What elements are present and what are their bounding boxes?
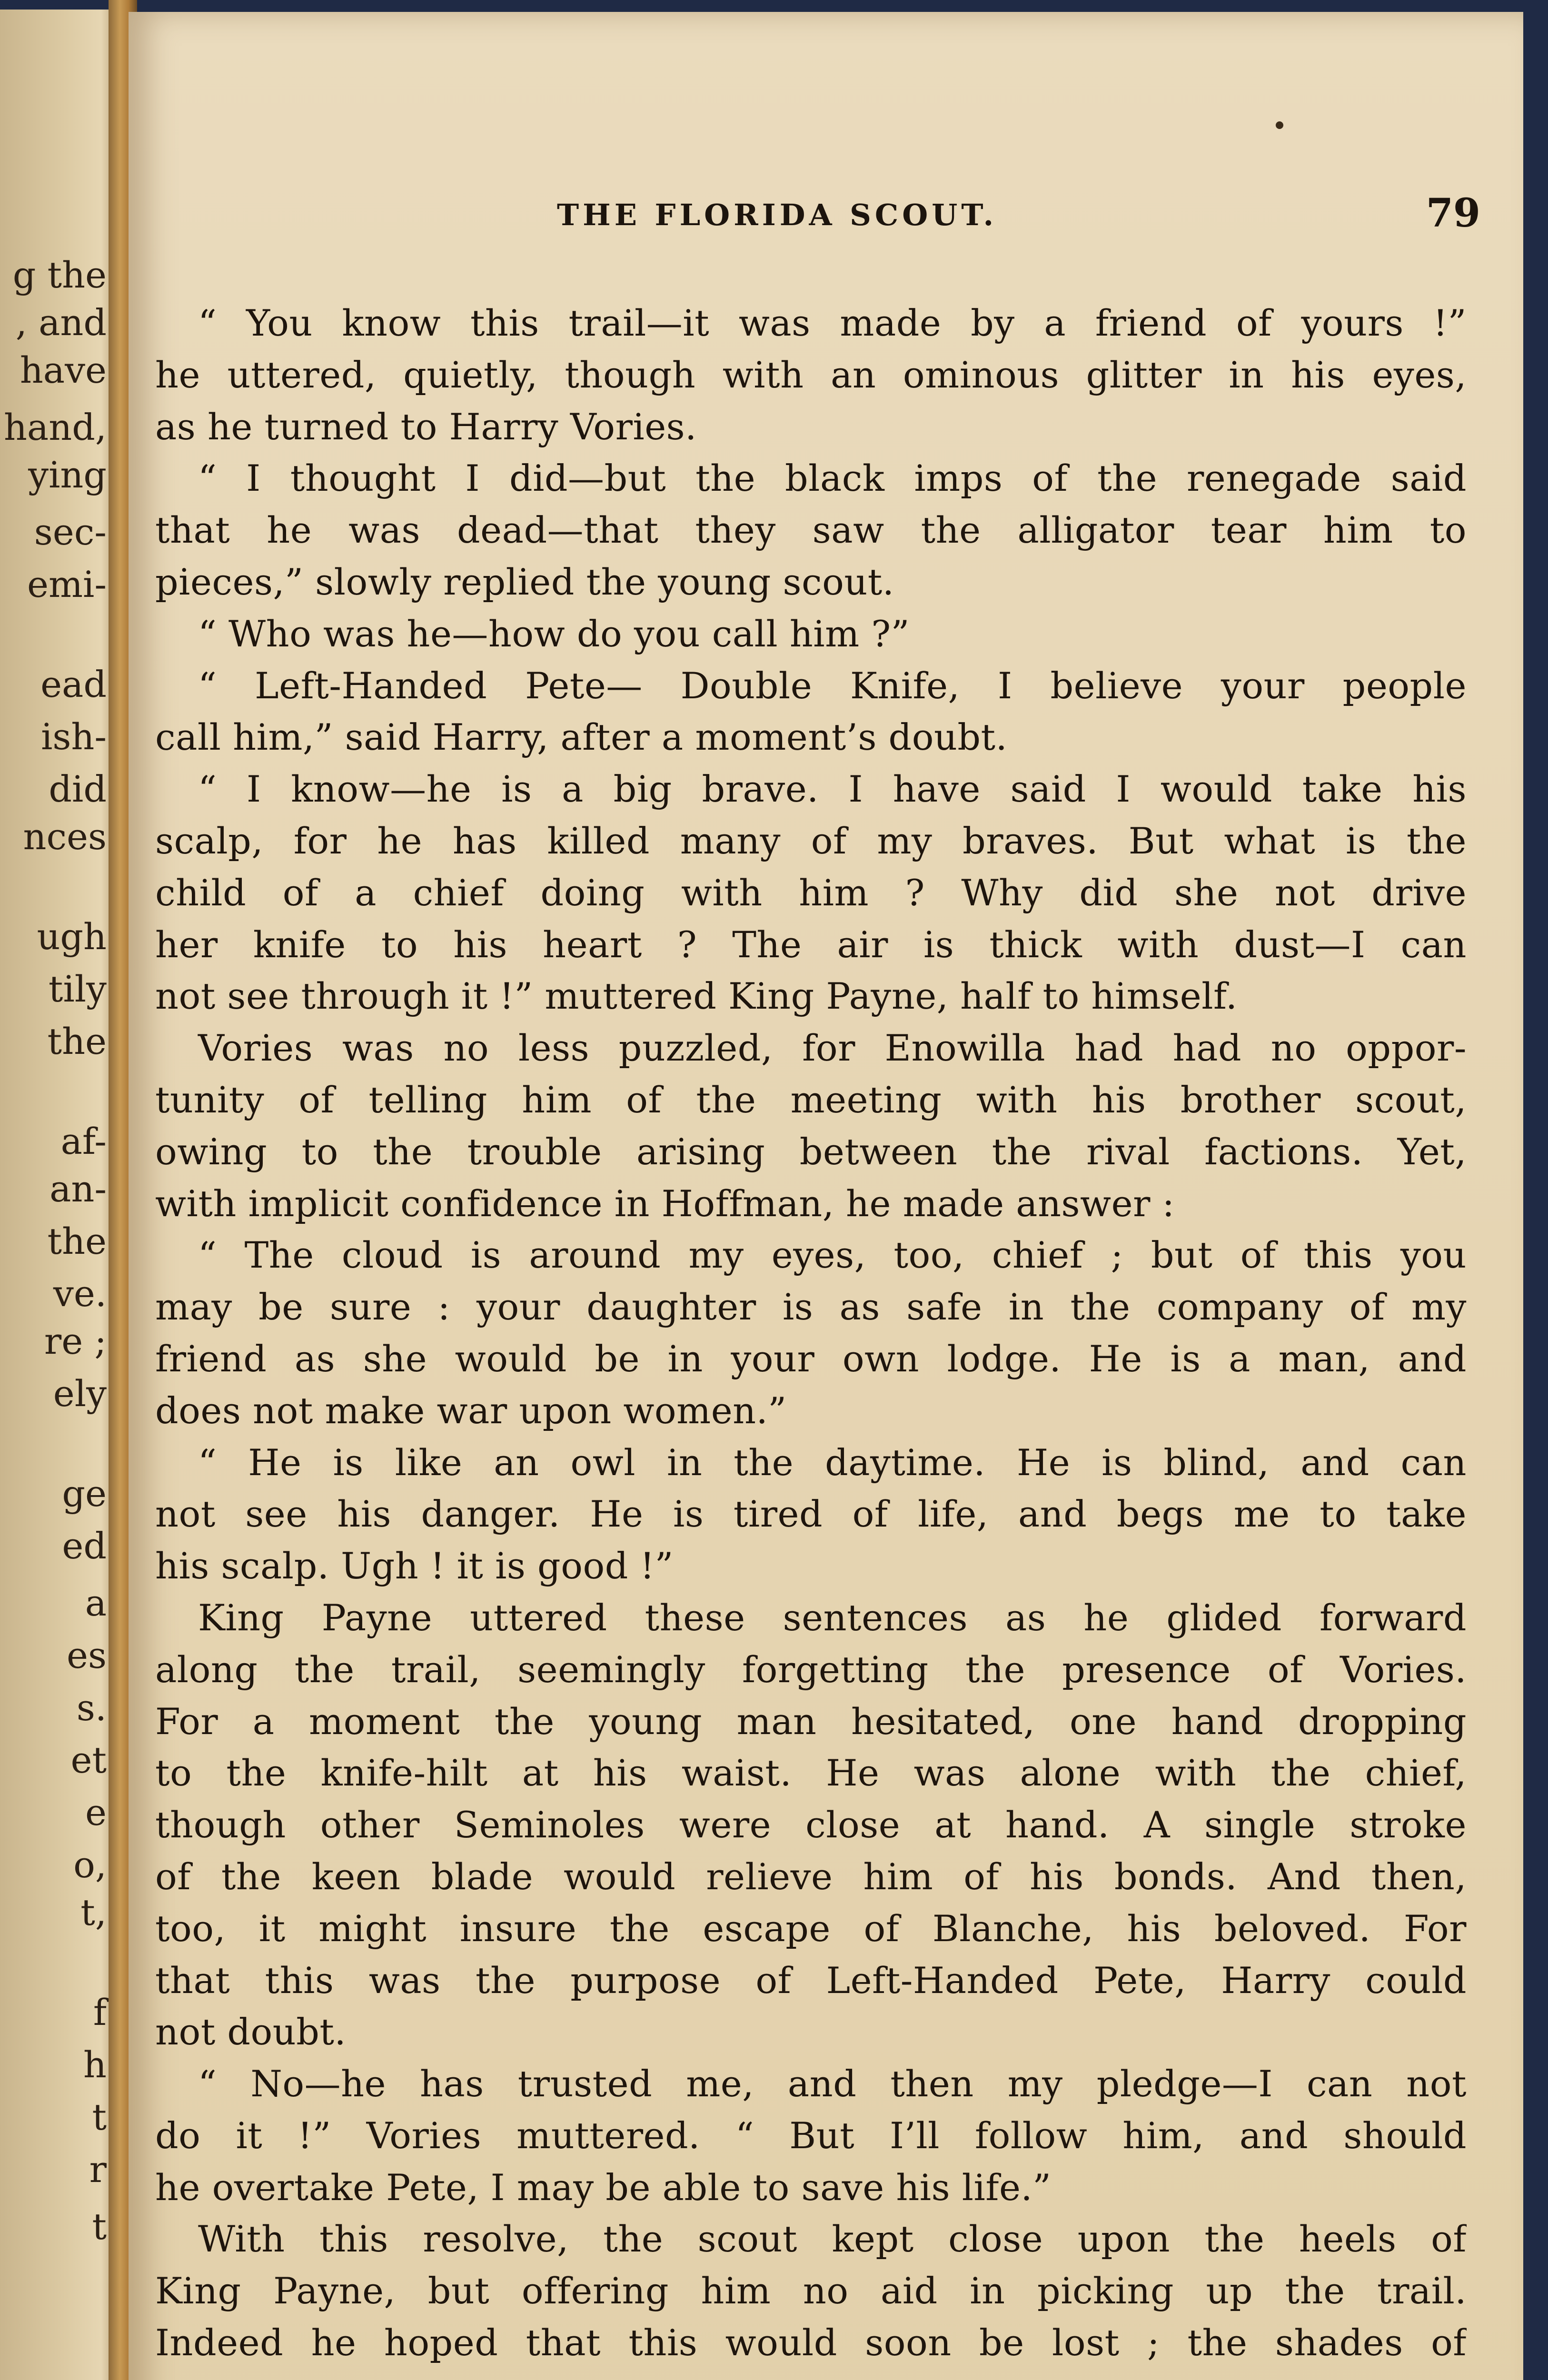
facing-page-fragment: re ;	[44, 1320, 107, 1362]
facing-page-edge	[0, 10, 119, 2380]
text-line: to the knife-hilt at his waist. He was alone with the chief,	[155, 1752, 1467, 1795]
facing-page-fragment: et	[70, 1739, 107, 1781]
text-line: pieces,” slowly replied the young scout.	[155, 560, 894, 603]
book-page	[129, 12, 1523, 2380]
text-line: King Payne, but offering him no aid in picking up the trail.	[155, 2270, 1467, 2312]
text-line: child of a chief doing with him ? Why did she not drive	[155, 871, 1467, 914]
text-line: as he turned to Harry Vories.	[155, 405, 697, 448]
text-line: that this was the purpose of Left-Handed Pete, Harry could	[155, 1959, 1467, 2002]
facing-page-fragment: hand,	[3, 406, 107, 448]
facing-page-fragment: af-	[60, 1120, 107, 1162]
page-number: 79	[1426, 190, 1480, 236]
body-text	[155, 298, 1467, 2369]
facing-page-fragment: ying	[28, 454, 107, 496]
facing-page-fragment: the	[47, 1220, 107, 1262]
text-line: he overtake Pete, I may be able to save his life.”	[155, 2166, 1052, 2209]
text-line: not doubt.	[155, 2011, 347, 2053]
text-line: not see his danger. He is tired of life, and begs me to take	[155, 1493, 1467, 1536]
text-line: tunity of telling him of the meeting with his brother scout,	[155, 1078, 1467, 1121]
facing-page-fragment: emi-	[27, 563, 107, 605]
facing-page-fragment: , and	[15, 301, 107, 344]
text-line: “ You know this trail—it was made by a friend of yours !”	[198, 302, 1467, 344]
facing-page-fragment: ead	[40, 663, 107, 705]
text-line: For a moment the young man hesitated, one hand dropping	[155, 1700, 1467, 1743]
text-line: her knife to his heart ? The air is thick with dust—I can	[155, 923, 1467, 966]
text-line: King Payne uttered these sentences as he glided forward	[198, 1596, 1467, 1639]
text-line: that he was dead—that they saw the alligator tear him to	[155, 509, 1467, 552]
text-line: along the trail, seemingly forgetting the presence of Vories.	[155, 1648, 1467, 1691]
facing-page-fragment: r	[89, 2148, 107, 2191]
facing-page-fragment: ely	[53, 1372, 107, 1415]
facing-page-fragment: a	[85, 1582, 107, 1624]
text-line: he uttered, quietly, though with an ominous glitter in his eyes,	[155, 353, 1467, 396]
facing-page-fragment: the	[47, 1020, 107, 1062]
text-line: “ He is like an owl in the daytime. He is blind, and can	[198, 1441, 1467, 1484]
text-line: Vories was no less puzzled, for Enowilla had had no oppor-	[198, 1027, 1467, 1070]
text-line: call him,” said Harry, after a moment’s doubt.	[155, 716, 1008, 759]
facing-page-fragment: t,	[80, 1891, 107, 1934]
facing-page-fragment: o,	[73, 1844, 107, 1886]
facing-page-fragment: ish-	[41, 715, 107, 758]
text-line: may be sure : your daughter is as safe in the company of my	[155, 1286, 1467, 1329]
text-line: of the keen blade would relieve him of his bonds. And then,	[155, 1855, 1467, 1898]
text-line: his scalp. Ugh ! it is good !”	[155, 1545, 674, 1587]
running-head: THE FLORIDA SCOUT.	[557, 198, 998, 232]
text-line: Indeed he hoped that this would soon be lost ; the shades of	[155, 2321, 1467, 2364]
text-line: “ I thought I did—but the black imps of the renegade said	[198, 457, 1467, 500]
text-line: too, it might insure the escape of Blanche, his beloved. For	[155, 1907, 1467, 1950]
facing-page-fragment: t	[92, 2205, 107, 2248]
text-line: friend as she would be in your own lodge. He is a man, and	[155, 1337, 1467, 1380]
text-line: scalp, for he has killed many of my braves. But what is the	[155, 819, 1467, 862]
text-line: “ I know—he is a big brave. I have said I would take his	[198, 768, 1467, 811]
facing-page-fragment: e	[85, 1791, 107, 1834]
facing-page-fragment: ugh	[37, 915, 107, 958]
text-line: does not make war upon women.”	[155, 1389, 787, 1432]
facing-page-fragment: ve.	[53, 1272, 107, 1315]
text-line: “ The cloud is around my eyes, too, chief ; but of this you	[198, 1234, 1467, 1277]
facing-page-fragment: did	[49, 768, 107, 810]
facing-page-fragment: have	[20, 349, 107, 391]
text-line: do it !” Vories muttered. “ But I’ll follow him, and should	[155, 2114, 1467, 2157]
facing-page-fragment: es	[67, 1634, 107, 1676]
text-line: “ No—he has trusted me, and then my pledge—I can not	[198, 2063, 1467, 2105]
facing-page-fragment: g the	[12, 254, 107, 296]
facing-page-fragment: f	[93, 1991, 107, 2033]
facing-page-fragment: ge	[62, 1472, 107, 1515]
facing-page-fragment: ed	[62, 1525, 107, 1567]
text-line: With this resolve, the scout kept close upon the heels of	[198, 2218, 1467, 2261]
text-line: owing to the trouble arising between the rival factions. Yet,	[155, 1130, 1467, 1173]
facing-page-fragment: t	[92, 2096, 107, 2138]
facing-page-fragment: an-	[50, 1168, 107, 1210]
facing-page-fragment: nces	[23, 815, 107, 858]
ink-speck	[1276, 121, 1283, 129]
facing-page-fragment: s.	[76, 1686, 107, 1729]
facing-page-fragment: h	[83, 2043, 107, 2086]
facing-page-fragment: sec-	[34, 511, 107, 553]
facing-page-fragment: tily	[48, 968, 107, 1010]
text-line: “ Left-Handed Pete— Double Knife, I believe your people	[198, 664, 1467, 707]
text-line: “ Who was he—how do you call him ?”	[198, 612, 910, 655]
text-line: though other Seminoles were close at hand. A single stroke	[155, 1804, 1467, 1846]
text-line: with implicit confidence in Hoffman, he made answer :	[155, 1182, 1175, 1225]
text-line: not see through it !” muttered King Payne, half to himself.	[155, 975, 1238, 1018]
